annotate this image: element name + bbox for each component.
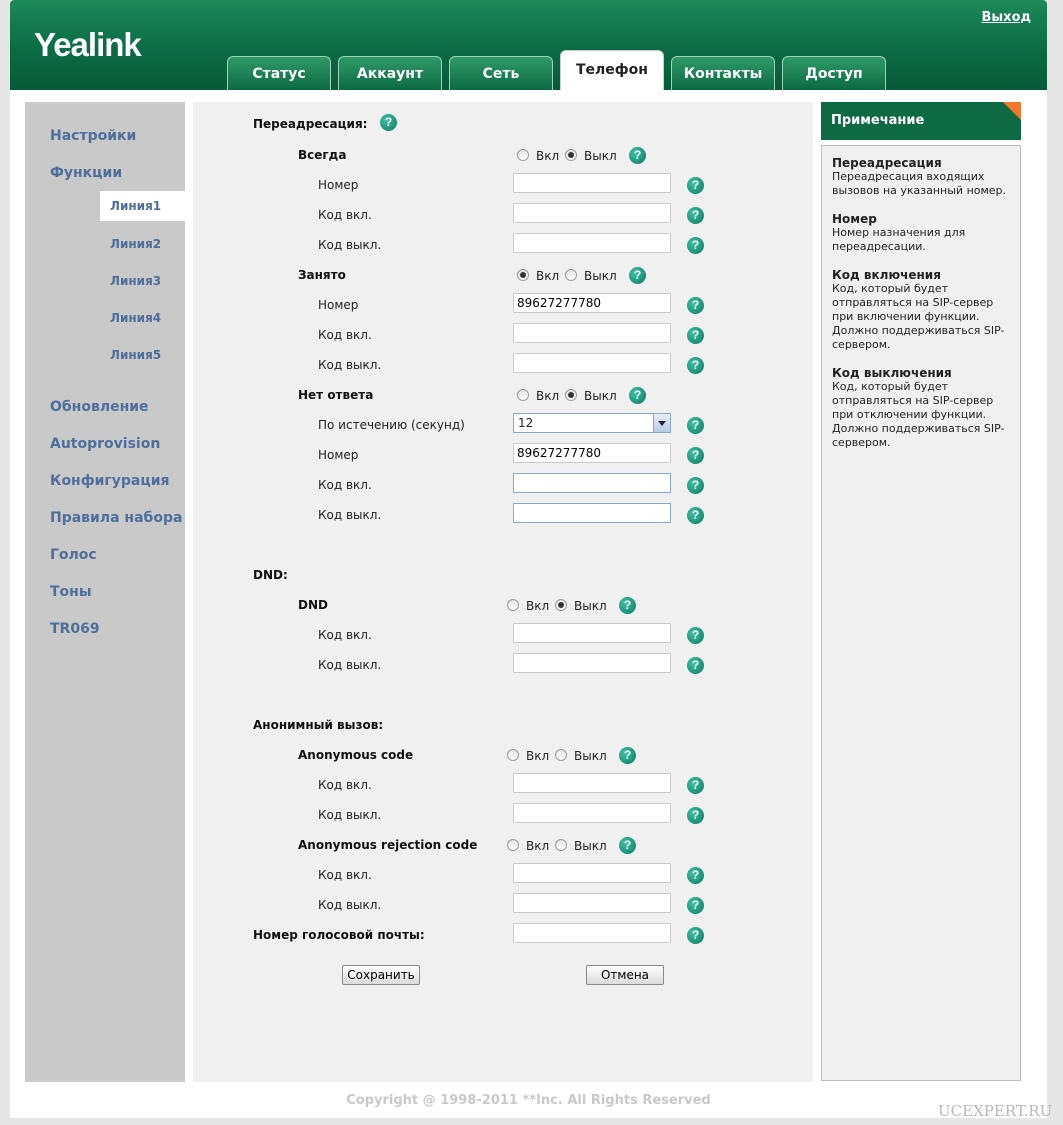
help-icon[interactable]: ?	[629, 147, 646, 164]
forward-noanswer-on-code-input[interactable]	[513, 473, 671, 493]
note-item	[832, 366, 1010, 450]
note-item-title: Номер	[832, 212, 877, 226]
timeout-value: 12	[518, 416, 534, 430]
note-item-title: Код включения	[832, 268, 941, 282]
forward-noanswer-number-label: Номер	[318, 448, 359, 462]
forward-noanswer-off-code-label: Код выкл.	[318, 508, 382, 522]
anon-title: Анонимный вызов:	[253, 718, 384, 732]
tab-phone[interactable]: Телефон	[560, 50, 664, 90]
anon-rejection-on-code-input[interactable]	[513, 863, 671, 883]
anon-code-off-radio[interactable]	[555, 749, 567, 761]
forward-noanswer-on-code-label: Код вкл.	[318, 478, 372, 492]
sidebar-item-tr069[interactable]: TR069	[50, 621, 100, 637]
tab-network[interactable]: Сеть	[449, 56, 553, 90]
sidebar-item-settings[interactable]: Настройки	[50, 128, 137, 144]
sidebar-item-line4[interactable]: Линия4	[110, 311, 162, 325]
anon-code-label: Anonymous code	[298, 748, 414, 762]
help-icon[interactable]: ?	[687, 237, 704, 254]
forward-noanswer-label: Нет ответа	[298, 388, 374, 402]
note-item-title: Код выключения	[832, 366, 952, 380]
forward-noanswer-off-code-input[interactable]	[513, 503, 671, 523]
dnd-on-code-label: Код вкл.	[318, 628, 372, 642]
frame	[10, 0, 1047, 1118]
anon-rejection-off-code-label: Код выкл.	[318, 898, 382, 912]
anon-code-on-label: Вкл	[526, 749, 550, 763]
help-icon[interactable]: ?	[687, 897, 704, 914]
note-item	[832, 156, 1010, 198]
anon-rejection-on-label: Вкл	[526, 839, 550, 853]
dnd-off-radio[interactable]	[555, 599, 567, 611]
help-icon[interactable]: ?	[687, 507, 704, 524]
dnd-off-code-input[interactable]	[513, 653, 671, 673]
logo: Yealink	[34, 26, 141, 63]
forward-busy-number-label: Номер	[318, 298, 359, 312]
forward-busy-on-radio[interactable]	[517, 269, 529, 281]
forward-always-off-label: Выкл	[584, 149, 617, 163]
help-icon[interactable]: ?	[687, 327, 704, 344]
help-icon[interactable]: ?	[687, 177, 704, 194]
sidebar-item-line2[interactable]: Линия2	[110, 237, 162, 251]
sidebar-item-tones[interactable]: Тоны	[50, 584, 92, 600]
forward-noanswer-timeout-label: По истечению (секунд)	[318, 418, 465, 432]
tab-contacts[interactable]: Контакты	[671, 56, 775, 90]
help-icon[interactable]: ?	[687, 447, 704, 464]
watermark: UCEXPERT.RU	[938, 1102, 1053, 1120]
note-item-title: Переадресация	[832, 156, 942, 170]
dnd-label: DND	[298, 598, 328, 612]
forward-always-on-label: Вкл	[536, 149, 560, 163]
sidebar-item-autoprovision[interactable]: Autoprovision	[50, 436, 161, 452]
forward-noanswer-off-label: Выкл	[584, 389, 617, 403]
help-icon[interactable]: ?	[619, 837, 636, 854]
note-item-text: Номер назначения для переадресации.	[832, 226, 966, 253]
help-icon[interactable]: ?	[687, 927, 704, 944]
help-icon[interactable]: ?	[687, 657, 704, 674]
anon-code-off-code-input[interactable]	[513, 803, 671, 823]
voicemail-label: Номер голосовой почты:	[253, 928, 425, 942]
help-icon[interactable]: ?	[687, 297, 704, 314]
help-icon[interactable]: ?	[687, 417, 704, 434]
note-title: Примечание	[831, 113, 925, 128]
anon-rejection-off-label: Выкл	[574, 839, 607, 853]
chevron-down-icon[interactable]	[653, 414, 670, 432]
forward-noanswer-number-input[interactable]: 89627277780	[513, 443, 671, 463]
sidebar-item-line5[interactable]: Линия5	[110, 348, 162, 362]
anon-rejection-off-code-input[interactable]	[513, 893, 671, 913]
anon-rejection-off-radio[interactable]	[555, 839, 567, 851]
sidebar-item-line1[interactable]: Линия1	[100, 191, 185, 221]
forward-always-on-code-label: Код вкл.	[318, 208, 372, 222]
dnd-on-radio[interactable]	[507, 599, 519, 611]
sidebar-item-line3[interactable]: Линия3	[110, 274, 162, 288]
anon-code-on-radio[interactable]	[507, 749, 519, 761]
dnd-on-code-input[interactable]	[513, 623, 671, 643]
help-icon[interactable]: ?	[629, 267, 646, 284]
cancel-button[interactable]: Отмена	[586, 965, 664, 985]
copyright: Copyright @ 1998-2011 **Inc. All Rights Reserved	[346, 1093, 711, 1108]
forward-busy-off-code-input[interactable]	[513, 353, 671, 373]
anon-code-on-code-label: Код вкл.	[318, 778, 372, 792]
forward-always-off-radio[interactable]	[565, 149, 577, 161]
sidebar-item-features[interactable]: Функции	[50, 165, 123, 181]
forward-busy-on-code-input[interactable]	[513, 323, 671, 343]
forward-always-on-code-input[interactable]	[513, 203, 671, 223]
anon-code-on-code-input[interactable]	[513, 773, 671, 793]
forward-busy-label: Занято	[298, 268, 346, 282]
forward-noanswer-timeout-select[interactable]	[513, 413, 671, 433]
voicemail-input[interactable]	[513, 923, 671, 943]
help-icon[interactable]: ?	[687, 477, 704, 494]
forward-busy-off-label: Выкл	[584, 269, 617, 283]
forward-always-label: Всегда	[298, 148, 347, 162]
note-panel	[821, 145, 1021, 1081]
fold-corner-icon	[1003, 102, 1021, 120]
forward-busy-on-code-label: Код вкл.	[318, 328, 372, 342]
help-icon[interactable]: ?	[629, 387, 646, 404]
tab-status[interactable]: Статус	[227, 56, 331, 90]
sidebar-item-configuration[interactable]: Конфигурация	[50, 473, 170, 489]
forward-busy-off-code-label: Код выкл.	[318, 358, 382, 372]
forward-always-on-radio[interactable]	[517, 149, 529, 161]
save-button[interactable]: Сохранить	[342, 965, 420, 985]
logout-link[interactable]: Выход	[981, 10, 1031, 25]
sidebar-item-dial-plan[interactable]: Правила набора	[50, 510, 183, 526]
anon-rejection-label: Anonymous rejection code	[298, 838, 478, 852]
note-header	[821, 102, 1021, 140]
help-icon[interactable]: ?	[619, 597, 636, 614]
note-item-text: Переадресация входящих вызовов на указанный номер.	[832, 170, 1007, 197]
header	[10, 0, 1047, 90]
main-form	[193, 102, 813, 1082]
help-icon[interactable]: ?	[687, 867, 704, 884]
help-icon[interactable]: ?	[687, 207, 704, 224]
dnd-on-label: Вкл	[526, 599, 550, 613]
forward-always-off-code-input[interactable]	[513, 233, 671, 253]
forward-noanswer-on-label: Вкл	[536, 389, 560, 403]
note-item-text: Код, который будет отправляться на SIP-сервер при отключении функции. Должно поддерживаться SIP-сервером.	[832, 380, 1005, 449]
anon-code-off-label: Выкл	[574, 749, 607, 763]
help-icon[interactable]: ?	[687, 357, 704, 374]
sidebar-item-voice[interactable]: Голос	[50, 547, 97, 563]
forward-always-number-label: Номер	[318, 178, 359, 192]
forward-always-off-code-label: Код выкл.	[318, 238, 382, 252]
help-icon[interactable]: ?	[687, 627, 704, 644]
forward-always-number-input[interactable]	[513, 173, 671, 193]
anon-rejection-on-code-label: Код вкл.	[318, 868, 372, 882]
anon-code-off-code-label: Код выкл.	[318, 808, 382, 822]
forward-noanswer-on-radio[interactable]	[517, 389, 529, 401]
note-item	[832, 212, 1010, 254]
help-icon[interactable]: ?	[619, 747, 636, 764]
note-item	[832, 268, 1010, 352]
tab-access[interactable]: Доступ	[782, 56, 886, 90]
anon-rejection-on-radio[interactable]	[507, 839, 519, 851]
forward-noanswer-off-radio[interactable]	[565, 389, 577, 401]
forward-busy-number-input[interactable]: 89627277780	[513, 293, 671, 313]
dnd-off-label: Выкл	[574, 599, 607, 613]
forward-busy-off-radio[interactable]	[565, 269, 577, 281]
tab-account[interactable]: Аккаунт	[338, 56, 442, 90]
forward-busy-on-label: Вкл	[536, 269, 560, 283]
help-icon[interactable]: ?	[687, 777, 704, 794]
dnd-title: DND:	[253, 568, 288, 582]
sidebar	[25, 102, 185, 1082]
help-icon[interactable]: ?	[380, 114, 397, 131]
sidebar-item-upgrade[interactable]: Обновление	[50, 399, 149, 415]
forward-title: Переадресация:	[253, 117, 368, 131]
note-item-text: Код, который будет отправляться на SIP-сервер при включении функции. Должно поддерживаться SIP-сервером.	[832, 282, 1005, 351]
dnd-off-code-label: Код выкл.	[318, 658, 382, 672]
help-icon[interactable]: ?	[687, 807, 704, 824]
